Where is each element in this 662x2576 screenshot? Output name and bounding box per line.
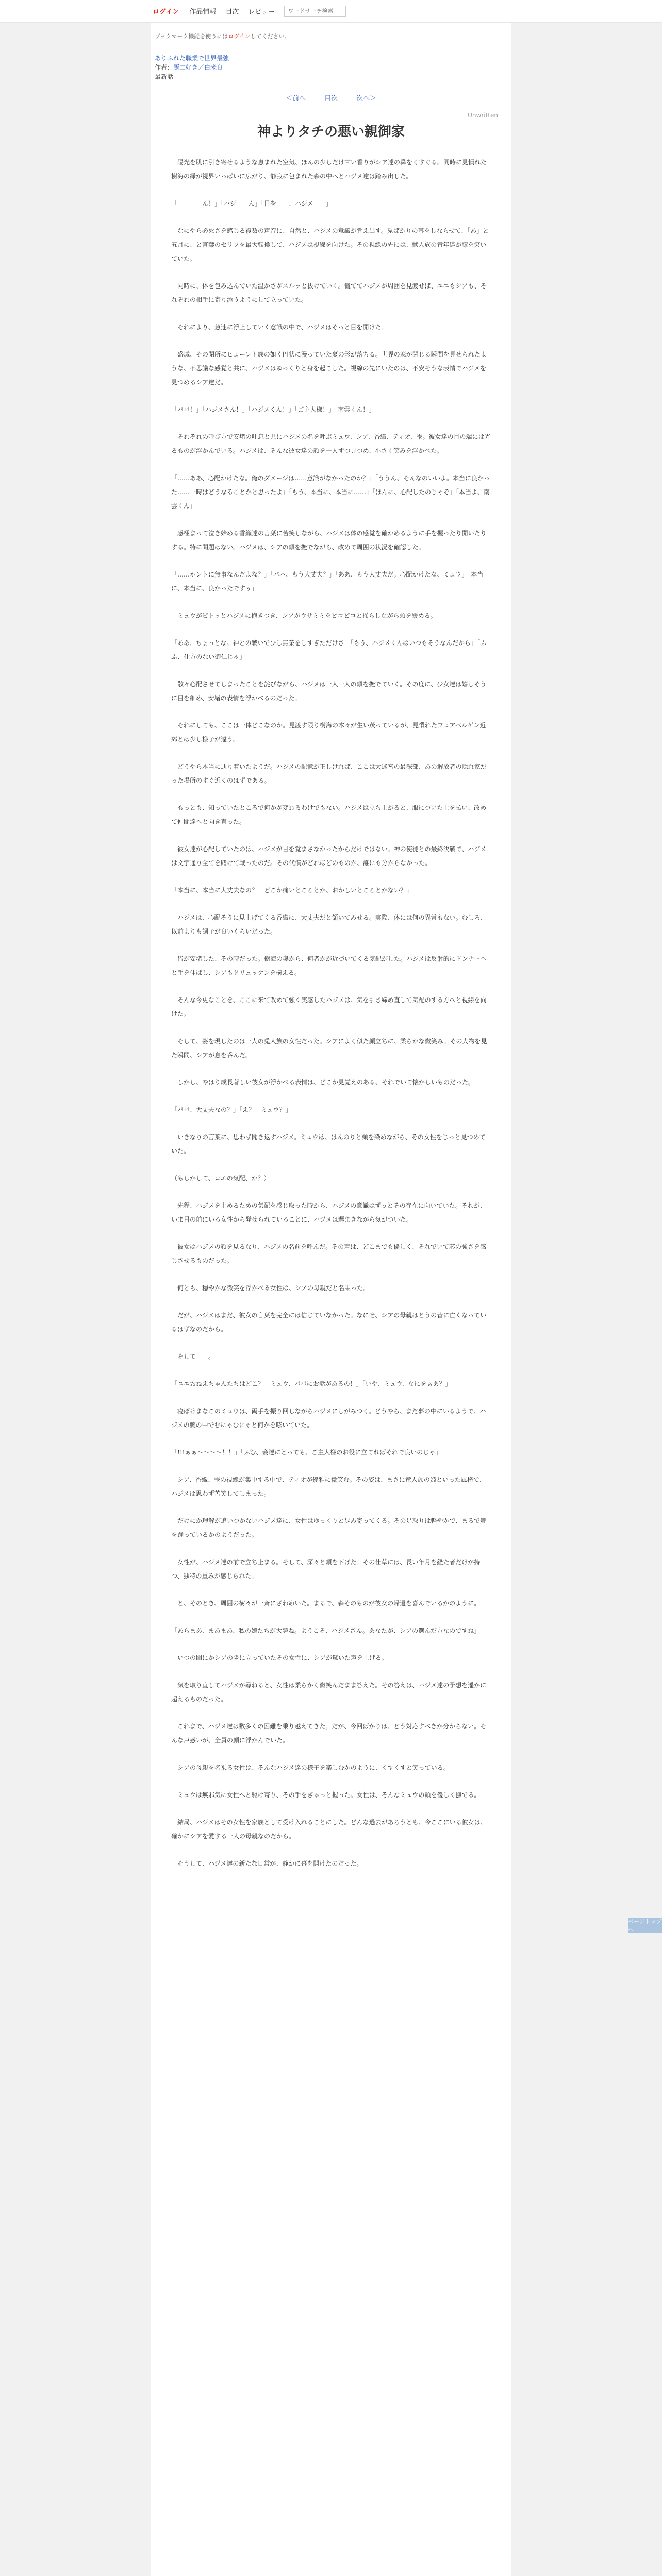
prev-chapter-link[interactable]: ＜前へ	[285, 95, 306, 103]
story-paragraph: 何とも、穏やかな微笑を浮かべる女性は、シアの母親だと名乗った。	[171, 1284, 370, 1292]
next-chapter-link[interactable]: 次へ＞	[356, 95, 377, 103]
story-paragraph: 「……ホントに無事なんだよな？」「パパ、もう大丈夫？」「ああ、もう大丈夫だ。心配かけたな、ミュウ」「本当に、本当に、良かったですぅ」	[171, 571, 484, 592]
story-paragraph: いきなりの言葉に、思わず聞き返すハジメ。ミュウは、はんのりと頬を染めながら、その女性をじっと見つめていた。	[171, 1133, 486, 1155]
story-paragraph: 先程、ハジメを止めるための気配を感じ取った時から、ハジメの意識はずっとその存在に向いていた。それが、いま目の前にいる女性から発せられていることに、ハジメは遅まきながら気がついた。	[171, 1202, 486, 1223]
story-paragraph: 「パパ！」「ハジメさん！」「ハジメくん！」「ご主人様！」「南雲くん！」	[171, 406, 375, 413]
latest-label: 最新話	[155, 73, 174, 80]
story-paragraph: もっとも、知っていたところで何かが変わるわけでもない。ハジメは立ち上がると、服についた土を払い、改めて仲間達へと向き直った。	[171, 804, 487, 825]
story-paragraph: 彼女達が心配していたのは、ハジメが目を覚まさなかったからだけではない。神の使徒との最終決戦で、ハジメは文字通り全てを賭けて戦ったのだ。その代償がどれほどのものか、誰にも分からなかった。	[171, 845, 487, 867]
story-paragraph: 「――――ん！」「ハジ――ん」「目を――、ハジメ――」	[171, 200, 332, 207]
work-meta	[155, 54, 507, 81]
nav-item-contents[interactable]: 目次	[225, 8, 239, 15]
story-body	[155, 156, 507, 1871]
story-paragraph: 寝ぼけまなこのミュウは、両手を振り回しながらハジメにしがみつく。どうやら、まだ夢の中にいるようで、ハジメの腕の中でむにゃむにゃと何かを呟いていた。	[171, 1408, 486, 1429]
page-top-button[interactable]: ページトップへ	[628, 1919, 662, 1933]
bookmark-notice-text: ブックマーク機能を使うには	[155, 33, 228, 40]
story-paragraph: それぞれの呼び方で安堵の吐息と共にハジメの名を呼ぶミュウ、シア、香織、ティオ、雫。彼女達の目の端には光るものが浮かんでいる。ハジメは、そんな彼女達の顔を一人ずつ見つめ、小さく笑みを浮かべた。	[171, 433, 491, 454]
story-paragraph: 「本当に、本当に大丈夫なの？ どこか痛いところとか、おかしいところとかない？」	[171, 887, 413, 894]
story-paragraph: これまで、ハジメ達は数多くの困難を乗り越えてきた。だが、今回ばかりは、どう対応すべきか分からない。そんな戸惑いが、全員の顔に浮かんでいた。	[171, 1723, 487, 1744]
story-paragraph: それにより、急速に浮上していく意識の中で、ハジメはそっと目を開けた。	[171, 324, 388, 331]
story-paragraph: だが、ハジメはまだ、彼女の言葉を完全には信じていなかった。なにせ、シアの母親はとうの昔に亡くなっているはずなのだから。	[171, 1312, 487, 1333]
story-paragraph: 「ああ、ちょっとな。神との戦いで少し無茶をしすぎただけさ」「もう、ハジメくんはいつもそうなんだから」「ふふ、仕方のない御仁じゃ」	[171, 639, 487, 660]
chapter-pager	[155, 93, 507, 103]
story-paragraph: それにしても、ここは一体どこなのか。見渡す限り樹海の木々が生い茂っているが、見慣れたフェアベルゲン近郊とは少し様子が違う。	[171, 722, 486, 743]
login-link[interactable]: ログイン	[153, 8, 179, 15]
nav-item-work-info[interactable]: 作品情報	[189, 8, 217, 15]
story-paragraph: 盛域、その閉所にヒューレト族の如く円状に漫っていた蔓の影が落ちる。世界の窓が閉じる瞬間を見せられたような、不思議な感覚と共に、ハジメはゆっくりと身を起こした。視線の先にいたのは、不安そうな表情でハジメを見つめるシア達だ。	[171, 351, 487, 386]
story-paragraph: 「パパ、大丈夫なの？」「え？ ミュウ？」	[171, 1106, 292, 1113]
story-paragraph: そんな今更なことを、ここに来て改めて強く実感したハジメは、気を引き締め直して気配のする方へと視線を向けた。	[171, 996, 487, 1018]
top-navigation-bar	[0, 0, 662, 23]
story-paragraph: ミュウは無邪気に女性へと駆け寄り、その手をぎゅっと握った。女性は、そんなミュウの頭を優しく撫でる。	[171, 1791, 481, 1799]
story-paragraph: 結局、ハジメはその女性を家族として受け入れることにした。どんな過去があろうとも、今ここにいる彼女は、確かにシアを愛する一人の母親なのだから。	[171, 1819, 487, 1840]
story-paragraph: 「……ああ、心配かけたな。俺のダメージは……意識がなかったのか？」「ううん、そんなのいいよ。本当に良かった……一時はどうなることかと思ったよ」「もう、本当に、本当に……」「ほんに、心配したのじゃぞ」「本当よ、南雲くん」	[171, 474, 490, 510]
story-paragraph: しかし、やはり成長著しい彼女が浮かべる表情は、どこか見覚えのある、それでいて懐かしいものだった。	[171, 1079, 475, 1086]
search-input[interactable]	[284, 6, 346, 17]
story-paragraph: 皆が安堵した、その時だった。樹海の奥から、何者かが近づいてくる気配がした。ハジメは反射的にドンナーへと手を伸ばし、シアもドリュッケンを構える。	[171, 955, 487, 976]
author-line	[155, 63, 507, 72]
story-paragraph: 感極まって泣き始める香織達の言葉に苦笑しながら、ハジメは体の感覚を確かめるように手を握ったり開いたりする。特に問題はない。ハジメは、シアの頭を撫でながら、改めて周囲の状況を確認した。	[171, 530, 487, 551]
story-paragraph: 「!!!ぁぁ〜〜〜〜！！」「ふむ、妾達にとっても、ご主人様のお役に立てればそれで良いのじゃ」	[171, 1449, 442, 1456]
bookmark-notice-suffix: してください。	[250, 33, 290, 40]
story-paragraph: どうやら本当に辿り着いたようだ。ハジメの記憶が正しければ、ここは大迷宮の最深部、あの解放者の隠れ家だった場所のすぐ近くのはずである。	[171, 763, 487, 784]
story-paragraph: ミュウがピトッとハジメに抱きつき、シアがウサミミをピコピコと揺らしながら頬を緩める。	[171, 612, 437, 619]
story-paragraph: 気を取り直してハジメが尋ねると、女性は柔らかく微笑んだまま答えた。その答えは、ハジメ達の予想を遥かに超えるものだった。	[171, 1682, 487, 1703]
reader-page	[151, 23, 511, 2576]
story-paragraph: と、そのとき、周囲の樹々が一斉にざわめいた。まるで、森そのものが彼女の帰還を喜んでいるかのように。	[171, 1600, 481, 1607]
story-paragraph: なにやら必死さを感じる複数の声音に、自然と、ハジメの意識が覚え出す。兎ばかりの耳をしならせて、「あ」と五月に、と言葉のセリフを最大転換して、ハジメは視線を向けた。その視線の先には、獣人族の青年達が膝を突いていた。	[171, 227, 489, 262]
author-prefix: 作者：	[155, 64, 174, 71]
story-paragraph: 同時に、体を包み込んでいた温かさがスルッと抜けていく。慌ててハジメが周囲を見渡せば、ユエもシアも、それぞれの相手に寄り添うようにして立っていた。	[171, 282, 487, 303]
table-of-contents-link[interactable]: 目次	[324, 95, 338, 103]
story-paragraph: 散々心配させてしまったことを詫びながら、ハジメは一人一人の頭を撫でていく。その度に、少女達は嬉しそうに目を細め、安堵の表情を浮かべるのだった。	[171, 681, 487, 702]
story-paragraph: 彼女はハジメの顔を見るなり、ハジメの名前を呼んだ。その声は、どこまでも優しく、それでいて芯の強さを感じさせるものだった。	[171, 1243, 487, 1264]
story-paragraph: 陽光を肌に引き寄せるような恵まれた空気、ほんの少しだけ甘い香りがシア達の鼻をくすぐる。同時に見慣れた樹海の緑が視界いっぱいに広がり、静寂に包まれた森の中へとハジメ達は踏み出した。	[171, 159, 487, 180]
story-paragraph: だけにか理解が追いつかないハジメ達に、女性はゆっくりと歩み寄ってくる。その足取りは軽やかで、まるで舞を踊っているかのようだった。	[171, 1517, 487, 1538]
story-paragraph: 女性が、ハジメ達の前で立ち止まる。そして、深々と頭を下げた。その仕草には、長い年月を経た者だけが持つ、独特の重みが感じられた。	[171, 1558, 481, 1580]
story-paragraph: そして――。	[171, 1353, 215, 1360]
story-paragraph: ハジメは、心配そうに見上げてくる香織に、大丈夫だと頷いてみせる。実際、体には何の異常もない。むしろ、以前よりも調子が良いくらいだった。	[171, 914, 487, 935]
story-paragraph: そうして、ハジメ達の新たな日常が、静かに幕を開けたのだった。	[171, 1860, 363, 1867]
story-paragraph: シアの母親を名乗る女性は、そんなハジメ達の様子を楽しむかのように、くすくすと笑っている。	[171, 1764, 450, 1771]
story-paragraph: シア、香織、雫の視線が集中する中で、ティオが優雅に微笑む。その姿は、まさに竜人族の姫といった風格で、ハジメは思わず苦笑してしまった。	[171, 1476, 486, 1497]
story-paragraph: 「あらまあ、まあまあ、私の娘たちが大勢ね。ようこそ、ハジメさん。あなたが、シアの選んだ方なのですね」	[171, 1627, 481, 1634]
story-title: 神よりタチの悪い親御家	[257, 124, 405, 140]
story-paragraph: 「ユエおねえちゃんたちはどこ？ ミュウ、パパにお話があるの！」「いや、ミュウ、なにをぁあ？」	[171, 1380, 452, 1387]
author-link[interactable]: 厨二好き／白米良	[173, 64, 223, 71]
story-paragraph: （もしかして、コエの気配、か？）	[171, 1175, 270, 1182]
story-paragraph: そして、姿を現したのは一人の兎人族の女性だった。シアによく似た顔立ちに、柔らかな微笑み。その人物を見た瞬間、シアが息を呑んだ。	[171, 1038, 487, 1059]
series-title-link[interactable]: ありふれた職業で世界最強	[155, 55, 229, 62]
bookmark-login-link[interactable]: ログイン	[228, 33, 251, 40]
bookmark-notice	[155, 32, 507, 40]
story-paragraph: いつの間にかシアの隣に立っていたその女性に、シアが驚いた声を上げる。	[171, 1654, 388, 1662]
nav-item-reviews[interactable]: レビュー	[248, 8, 275, 15]
chapter-number: Unwritten	[468, 112, 498, 119]
